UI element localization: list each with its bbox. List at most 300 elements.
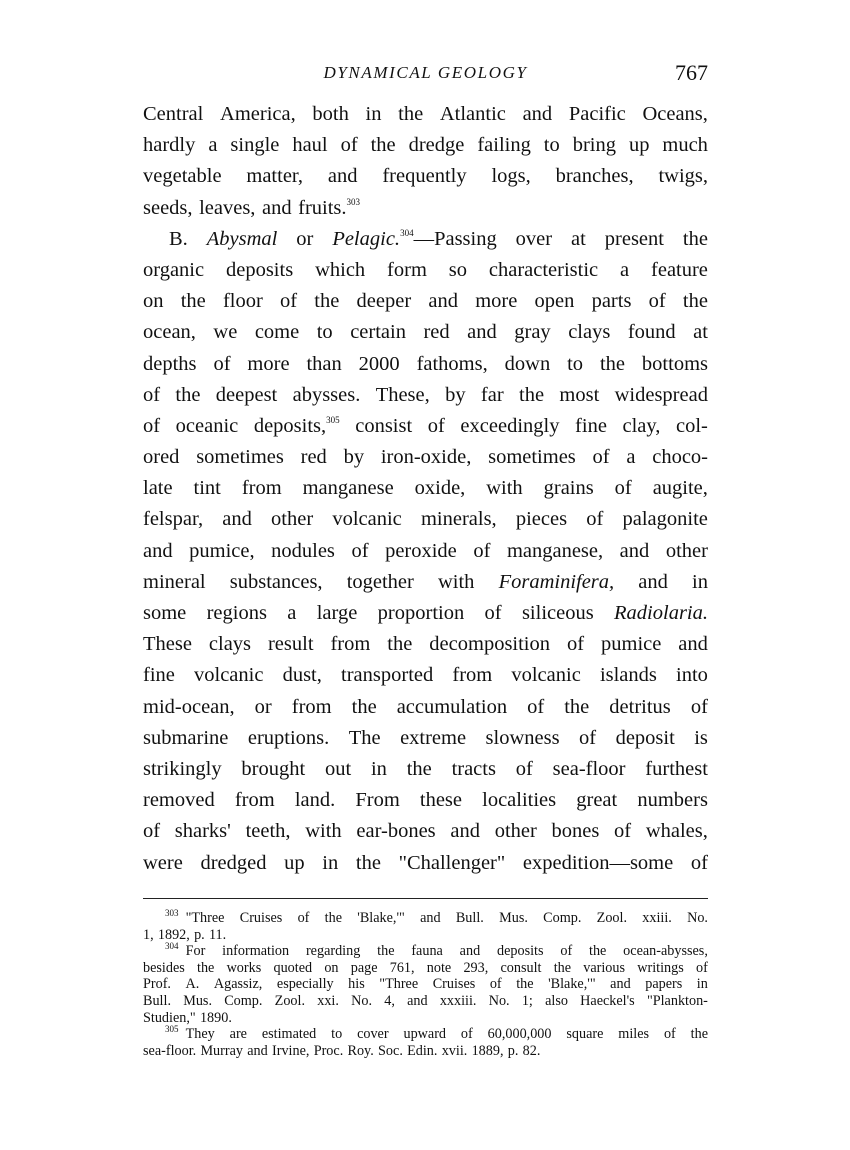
word: of: [614, 820, 632, 843]
word: 'Blake,'": [357, 910, 405, 926]
word: to: [543, 134, 560, 157]
word: minerals,: [420, 508, 497, 531]
word: the: [180, 290, 206, 313]
word: or: [296, 227, 314, 250]
word: 1890.: [199, 1009, 232, 1026]
word: Haeckel's: [580, 992, 635, 1009]
word: sea-floor: [552, 757, 626, 780]
word: red: [423, 321, 450, 344]
word: the: [682, 290, 708, 313]
word: up: [284, 851, 305, 874]
word: of: [592, 446, 610, 469]
word: substances,: [229, 570, 323, 593]
word: the: [406, 757, 432, 780]
word: of: [427, 414, 445, 437]
word: numbers: [637, 789, 708, 812]
word: the: [355, 851, 381, 874]
paragraph: [143, 224, 708, 879]
word: "Challenger": [398, 851, 506, 874]
word: the: [564, 695, 590, 718]
word: Roy.: [347, 1042, 374, 1059]
word: certain: [350, 321, 406, 344]
word: at: [693, 321, 708, 344]
word: red: [300, 446, 327, 469]
word: 82.: [522, 1042, 541, 1059]
word: form: [387, 258, 427, 281]
word: writings: [637, 959, 684, 976]
word: open: [534, 290, 575, 313]
word: floor: [222, 290, 263, 313]
word: and: [327, 165, 358, 188]
word: these: [419, 789, 463, 812]
word: Atlantic: [439, 103, 506, 125]
word: far: [480, 383, 504, 406]
word: and: [522, 103, 553, 125]
text-line: [143, 349, 708, 380]
word: oxide,: [414, 477, 466, 500]
word: ear-bones: [356, 820, 436, 843]
word: by: [445, 383, 466, 406]
word: the: [398, 103, 424, 125]
footnote-line: [143, 1043, 708, 1060]
word: pieces: [515, 508, 568, 531]
word: deepest: [215, 383, 278, 406]
text-line: [143, 660, 708, 691]
italic-term: Radiolaria.: [614, 602, 708, 624]
word: Comp.: [224, 992, 263, 1009]
word: and: [222, 508, 252, 531]
text-line: [143, 723, 708, 754]
word: the: [519, 383, 545, 406]
word: col-: [676, 414, 708, 437]
word: volcanic: [332, 508, 402, 531]
word: we: [213, 321, 238, 344]
word: expedition—some: [522, 851, 674, 874]
word: organic: [143, 258, 205, 281]
word: transported: [341, 664, 434, 687]
word: dust,: [282, 664, 322, 687]
word: to: [567, 352, 584, 375]
word: xvii.: [441, 1042, 468, 1059]
word: the: [197, 959, 215, 976]
word: siliceous: [521, 602, 594, 624]
word: more: [475, 290, 518, 313]
word: or: [254, 695, 272, 718]
word: note: [426, 959, 452, 976]
text-line: [143, 130, 708, 161]
word: clay,: [622, 414, 661, 437]
word: bring: [572, 134, 616, 157]
word: feature: [651, 258, 708, 281]
word: 4,: [384, 992, 395, 1009]
word: were: [143, 851, 183, 874]
text-line: [143, 286, 708, 317]
word: the: [324, 910, 342, 926]
word: out: [324, 757, 352, 780]
footnote-reference: 303: [346, 196, 361, 207]
word: than: [306, 352, 342, 375]
word: islands: [599, 664, 657, 687]
word: localities: [482, 789, 557, 812]
word: extreme: [400, 726, 467, 749]
word: and: [450, 820, 480, 843]
word: palagonite: [622, 508, 708, 531]
word: found: [627, 321, 676, 344]
footnote-number-and-word: $^{304}$ For: [165, 941, 206, 960]
word: dredge: [408, 134, 465, 157]
word: Edin.: [407, 1042, 438, 1059]
word: on: [324, 959, 339, 976]
text-line: [143, 598, 708, 629]
word: great: [576, 789, 618, 812]
word: "Three: [379, 976, 419, 993]
word: and: [459, 943, 481, 960]
word: up: [628, 134, 650, 157]
word: 2000: [358, 352, 400, 375]
word: in: [370, 757, 387, 780]
word: deposits: [497, 943, 544, 960]
word: No.: [488, 992, 510, 1009]
word: deposit: [615, 726, 675, 749]
footnote-number-and-word: $^{303}$ "Three: [165, 908, 225, 926]
word: [614, 598, 708, 629]
word: Studien,": [143, 1009, 196, 1026]
text-line: [143, 380, 708, 411]
word: Mus.: [499, 910, 528, 926]
text-line: [143, 692, 708, 723]
word: besides: [143, 959, 185, 976]
word: of: [351, 539, 369, 562]
word: of: [527, 695, 545, 718]
word: Bull.: [143, 992, 171, 1009]
word: deeper: [356, 290, 412, 313]
word: logs,: [491, 165, 531, 188]
word: gray: [514, 321, 551, 344]
word: submarine: [143, 726, 229, 749]
word: of: [473, 539, 491, 562]
text-line: [143, 193, 708, 224]
word: of: [143, 820, 161, 843]
word: with: [486, 477, 523, 500]
word: of: [663, 1026, 676, 1043]
word: of: [566, 633, 585, 656]
word: his: [348, 976, 365, 993]
word: Soc.: [378, 1042, 403, 1059]
word: and: [261, 196, 292, 219]
word: present: [604, 227, 664, 250]
word: p.: [194, 926, 205, 943]
word: These,: [375, 383, 430, 406]
word: 293,: [463, 959, 489, 976]
word: works: [226, 959, 262, 976]
word: ocean-abysses,: [623, 943, 708, 960]
text-line: [143, 848, 708, 879]
word: pumice: [601, 633, 662, 656]
word: volcanic: [511, 664, 581, 687]
footnote-number: 304: [165, 941, 179, 952]
word: of: [280, 290, 298, 313]
word: America,: [220, 103, 296, 125]
word: dredged: [200, 851, 267, 874]
word: exceedingly: [460, 414, 560, 437]
word: clays: [208, 633, 252, 656]
word: Central: [143, 103, 204, 125]
word: [207, 224, 278, 255]
word: strikingly: [143, 757, 222, 780]
word: information: [222, 943, 290, 960]
word: the: [690, 1026, 708, 1043]
word: miles: [618, 1026, 650, 1043]
word: Bull.: [455, 910, 484, 926]
word: deposits,$^{305}$: [253, 414, 340, 437]
text-line: [143, 785, 708, 816]
word: regions: [206, 602, 267, 624]
footnote-number-and-word: $^{305}$ They: [165, 1024, 215, 1043]
word: from: [291, 695, 332, 718]
word: mid-ocean,: [143, 695, 235, 718]
word: to: [331, 1026, 343, 1043]
word: whales,: [645, 820, 708, 843]
footnote: [143, 1026, 708, 1059]
word: land.: [294, 789, 336, 812]
word: other: [271, 508, 314, 531]
word: Prof.: [143, 976, 171, 993]
word: 1889,: [471, 1042, 504, 1059]
word: 761,: [389, 959, 415, 976]
word: Irvine,: [272, 1042, 310, 1059]
word: late: [143, 477, 173, 500]
word: and: [678, 633, 708, 656]
word: a: [626, 446, 636, 469]
word: decomposition: [429, 633, 551, 656]
text-line: [143, 99, 708, 130]
word: from: [330, 633, 371, 656]
word: iron-oxide,: [380, 446, 472, 469]
word: estimated: [261, 1026, 317, 1043]
word: more: [247, 352, 290, 375]
word: Cruises: [239, 910, 283, 926]
word: from: [452, 664, 493, 687]
word: These: [143, 633, 192, 656]
text-line: [143, 411, 708, 442]
word: Agassiz,: [213, 976, 263, 993]
word: and: [247, 1042, 268, 1059]
word: matter,: [246, 165, 304, 188]
word: twigs,: [658, 165, 708, 188]
italic-term: Pelagic.: [332, 227, 401, 250]
word: and: [619, 539, 650, 562]
word: xxiii.: [642, 910, 672, 926]
footnotes: [143, 910, 708, 1059]
word: come: [254, 321, 300, 344]
word: so: [448, 258, 468, 281]
word: peroxide: [385, 539, 457, 562]
word: proportion: [377, 602, 465, 624]
word: at: [571, 227, 586, 250]
word: together: [346, 570, 414, 593]
word: Comp.: [543, 910, 582, 926]
word: and: [407, 992, 428, 1009]
page-header: [143, 60, 708, 88]
word: of: [489, 976, 502, 993]
word: bones: [551, 820, 600, 843]
word: From: [355, 789, 400, 812]
word: over: [515, 227, 553, 250]
word: fruits.$^{303}$: [298, 196, 361, 219]
footnote-line: [143, 943, 708, 960]
text-line: [143, 224, 708, 255]
word: of: [560, 943, 573, 960]
word: of: [690, 695, 708, 718]
word: tracts: [451, 757, 496, 780]
word: of: [340, 134, 358, 157]
word: are: [229, 1026, 247, 1043]
footnote-separator-rule: [143, 898, 708, 899]
word: Mus.: [183, 992, 212, 1009]
word: of: [648, 290, 666, 313]
word: of: [579, 726, 597, 749]
word: of: [695, 959, 708, 976]
italic-term: Foraminifera,: [498, 570, 615, 593]
word: and: [638, 570, 668, 593]
text-line: [143, 567, 708, 598]
footnote-line: [143, 927, 708, 944]
footnote-line: [143, 993, 708, 1010]
word: down: [504, 352, 551, 375]
word: page: [350, 959, 378, 976]
word: parts: [591, 290, 632, 313]
word: ored: [143, 446, 180, 469]
word: Murray: [200, 1042, 243, 1059]
word: of: [586, 508, 604, 531]
word: other: [665, 539, 708, 562]
word: 1;: [521, 992, 533, 1009]
word: the: [370, 134, 396, 157]
word: of: [213, 352, 231, 375]
word: various: [583, 959, 626, 976]
word: slowness: [485, 726, 560, 749]
text-line: [143, 629, 708, 660]
word: "Plankton-: [646, 992, 708, 1009]
word: upward: [403, 1026, 447, 1043]
word: fine: [143, 664, 175, 687]
word: other: [494, 820, 537, 843]
text-line: [143, 473, 708, 504]
word: the: [351, 695, 377, 718]
word: the: [314, 290, 340, 313]
word: Oceans,: [642, 103, 708, 125]
word: fine: [575, 414, 607, 437]
word: fauna: [411, 943, 443, 960]
word: choco-: [652, 446, 708, 469]
text-line: [143, 255, 708, 286]
word: a: [287, 602, 297, 624]
word: and: [467, 321, 497, 344]
word: removed: [143, 789, 215, 812]
word: detritus: [609, 695, 671, 718]
word: on: [143, 290, 164, 313]
word: of: [143, 414, 161, 437]
word: also: [545, 992, 568, 1009]
word: brought: [241, 757, 306, 780]
text-line: [143, 754, 708, 785]
word: clays: [568, 321, 611, 344]
word: consist: [355, 414, 413, 437]
word: papers: [645, 976, 683, 993]
word: into: [676, 664, 708, 687]
word: oceanic: [175, 414, 239, 437]
word: Zool.: [274, 992, 306, 1009]
word: sometimes: [488, 446, 576, 469]
word: characteristic: [488, 258, 599, 281]
footnote-line: [143, 1026, 708, 1043]
word: accumulation: [396, 695, 508, 718]
word: 1892,: [157, 926, 190, 943]
word: result: [267, 633, 314, 656]
word: in: [692, 570, 708, 593]
word: Zool.: [596, 910, 627, 926]
word: large: [316, 602, 358, 624]
word: abysses.: [292, 383, 361, 406]
word: xxi.: [317, 992, 339, 1009]
word: frequently: [382, 165, 467, 188]
word: of: [143, 383, 161, 406]
word: nodules: [271, 539, 335, 562]
word: a: [620, 258, 630, 281]
footnote-reference: 304: [400, 227, 414, 238]
word: of: [515, 757, 533, 780]
word: teeth,: [245, 820, 291, 843]
word: 60,000,000: [487, 1026, 552, 1043]
word: both: [312, 103, 349, 125]
word: and: [420, 910, 441, 926]
word: cover: [357, 1026, 389, 1043]
page-number: 767: [675, 60, 708, 85]
text-line: [143, 816, 708, 847]
word: and: [428, 290, 458, 313]
word: which: [315, 258, 366, 281]
word: of: [614, 477, 632, 500]
word: No.: [687, 910, 708, 926]
word: xxxiii.: [439, 992, 477, 1009]
word: A.: [185, 976, 200, 993]
word: furthest: [645, 757, 708, 780]
main-text: [143, 99, 708, 879]
word: Pacific: [568, 103, 626, 125]
word: a: [208, 134, 218, 157]
word: the: [377, 943, 395, 960]
word: ocean,: [143, 321, 196, 344]
word: most: [559, 383, 600, 406]
word: Cruises: [432, 976, 476, 993]
word: branches,: [555, 165, 634, 188]
word: fathoms,: [416, 352, 488, 375]
word: some: [143, 602, 187, 624]
word: single: [230, 134, 280, 157]
word: [499, 567, 615, 598]
word: eruptions.: [247, 726, 330, 749]
word: the: [516, 976, 534, 993]
word: with: [305, 820, 342, 843]
text-line: [143, 442, 708, 473]
word: in: [696, 976, 708, 993]
word: the: [589, 943, 607, 960]
word: in: [365, 103, 382, 125]
word: much: [662, 134, 708, 157]
word: the: [682, 227, 708, 250]
word: the: [387, 633, 413, 656]
word: from: [234, 789, 275, 812]
